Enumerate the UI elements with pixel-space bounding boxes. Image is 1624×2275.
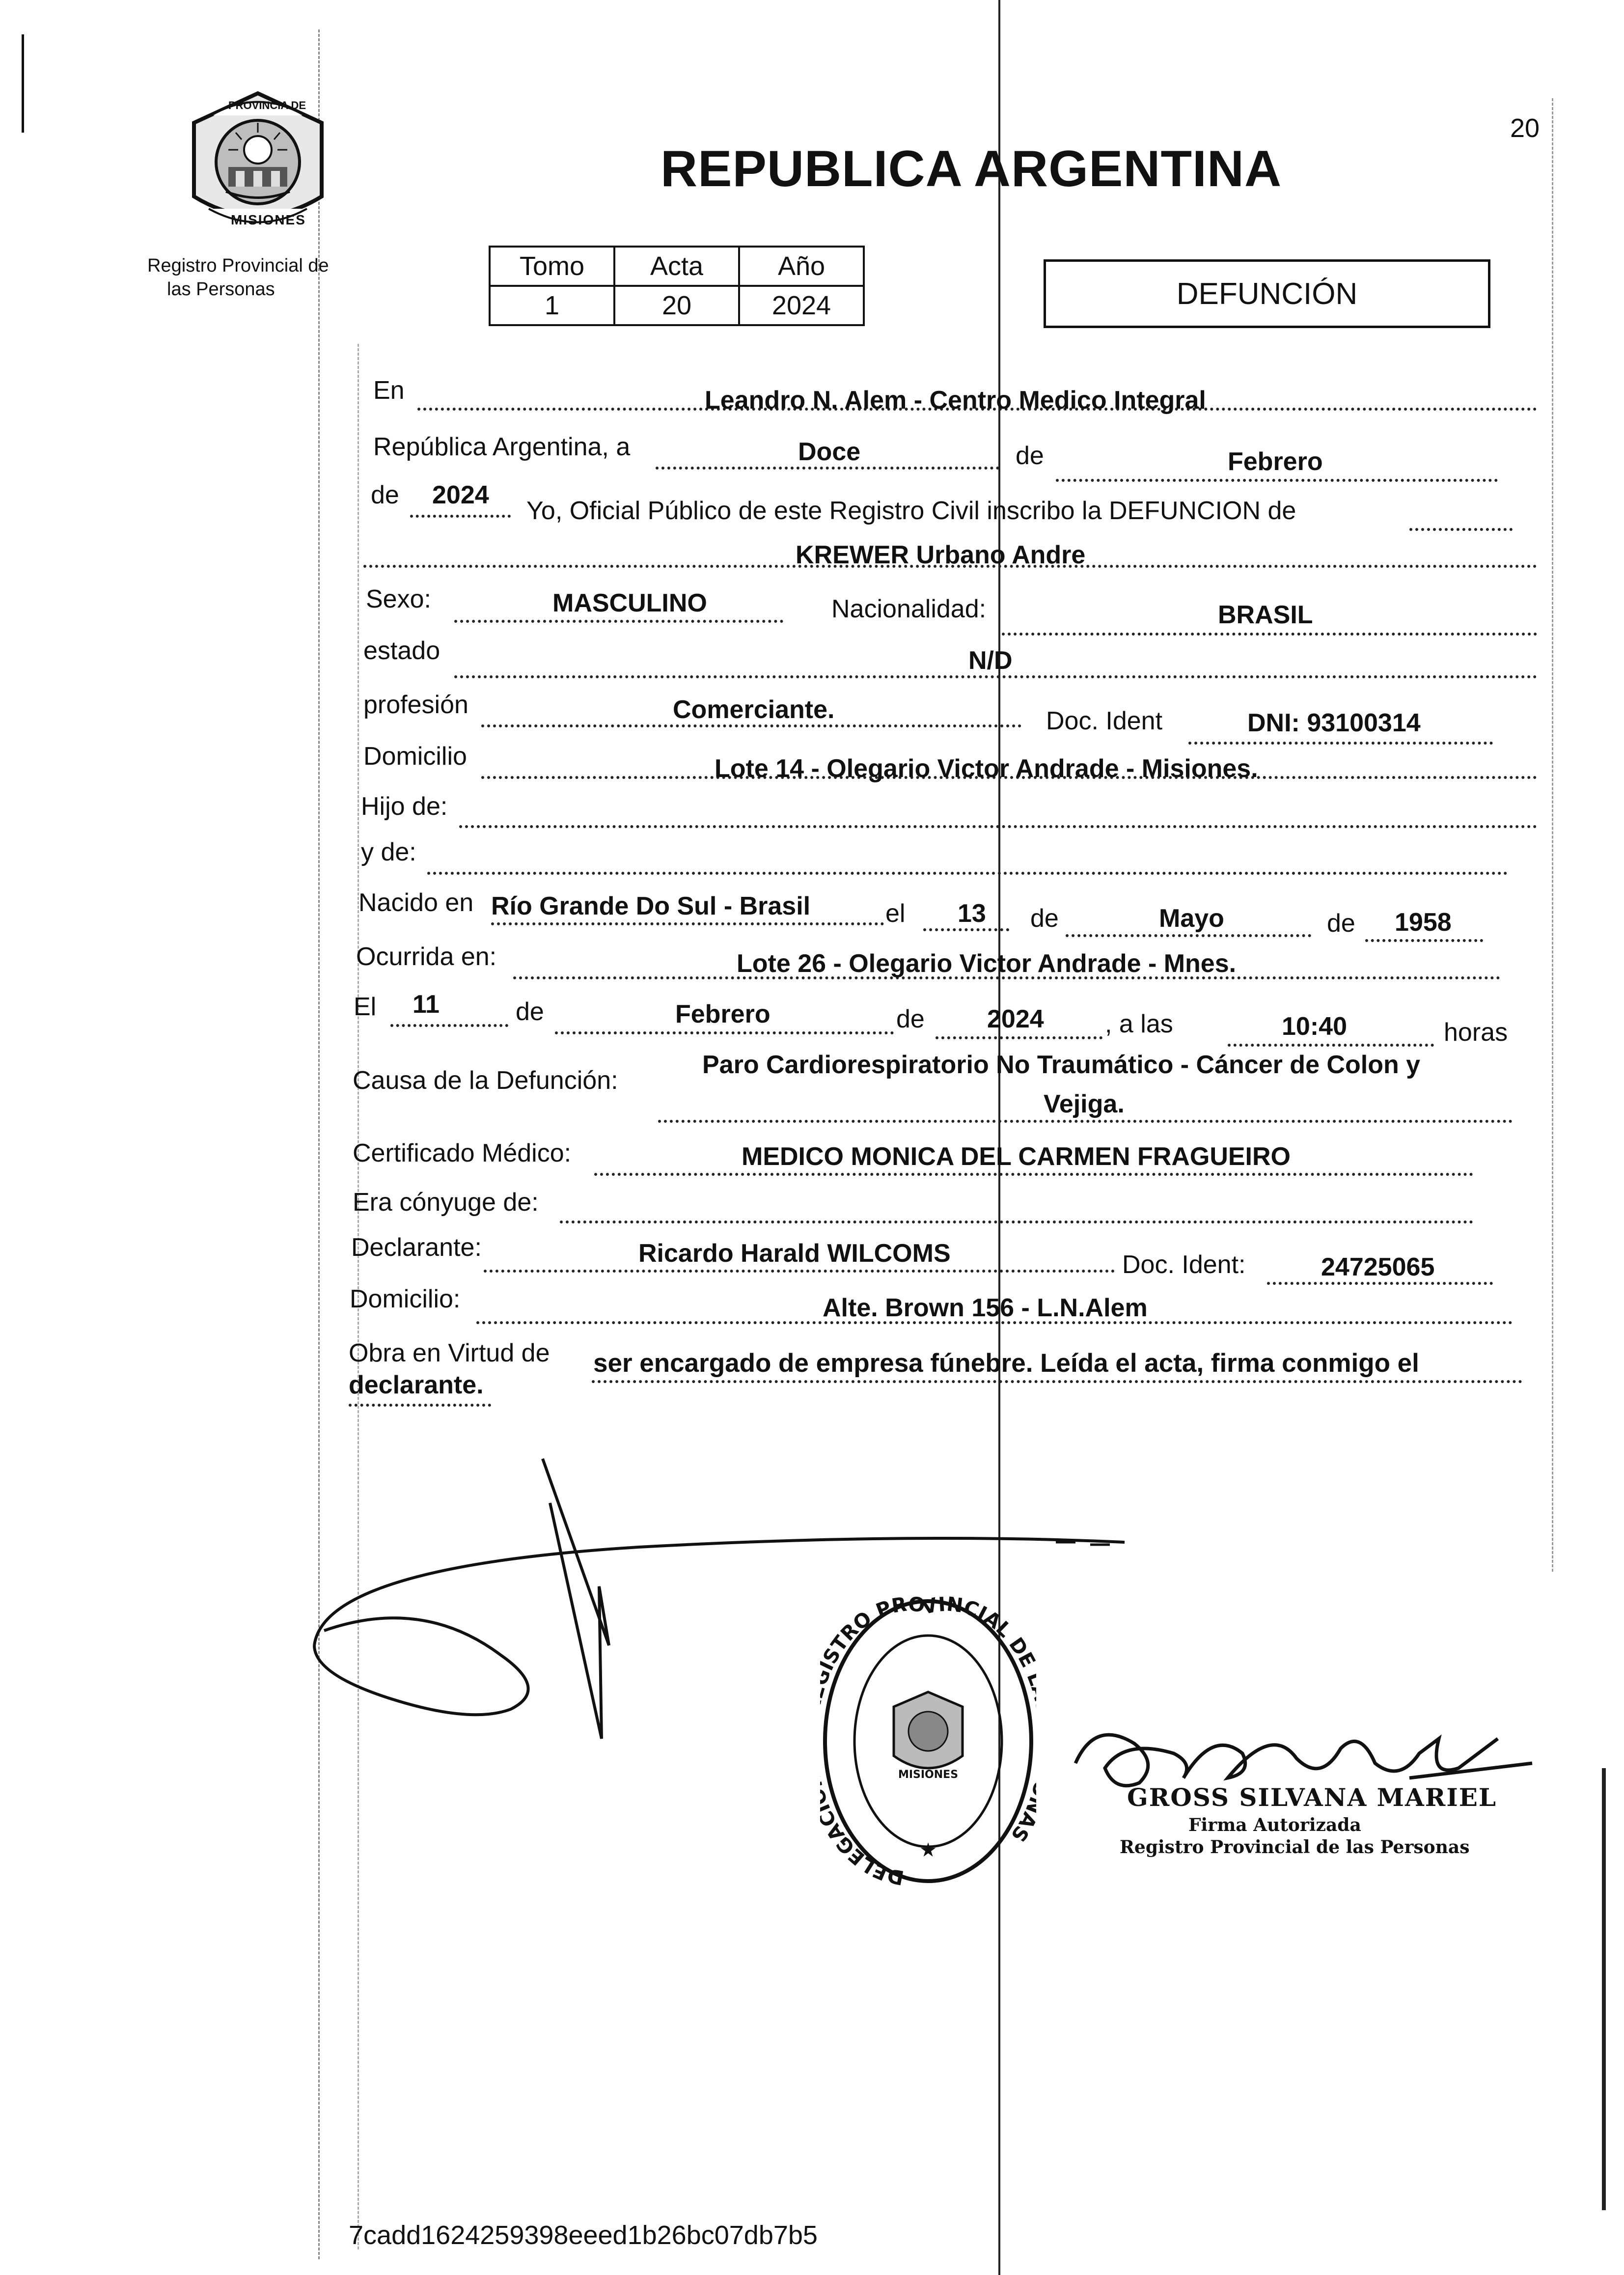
declarante-line [484, 1270, 1115, 1273]
domicilio-value: Lote 14 - Olegario Victor Andrade - Misiones. [715, 754, 1258, 783]
en-value: Leandro N. Alem - Centro Medico Integral [705, 386, 1206, 415]
signatory-name: GROSS SILVANA MARIEL [1127, 1783, 1497, 1812]
def-dia-line [390, 1024, 508, 1027]
def-anio-line [936, 1036, 1102, 1039]
profesion-value: Comerciante. [673, 695, 835, 724]
registry-name-line1: Registro Provincial de [147, 255, 329, 276]
nacionalidad-label: Nacionalidad: [831, 595, 987, 623]
sexo-value: MASCULINO [552, 589, 707, 617]
record-header-acta: Acta [614, 247, 739, 286]
nac-anio-value: 1958 [1395, 908, 1452, 937]
estado-line [454, 675, 1537, 678]
profesion-line [481, 724, 1021, 727]
def-mes-value: Febrero [675, 1000, 771, 1028]
def-dia-value: 11 [413, 990, 440, 1019]
registry-name-line2: las Personas [167, 279, 275, 300]
doc-ident-value: DNI: 93100314 [1247, 709, 1421, 737]
fold-line [998, 0, 1000, 2275]
official-stamp [820, 1594, 1036, 1888]
declarante-value: Ricardo Harald WILCOMS [638, 1239, 951, 1268]
de-label-1: de [1016, 442, 1044, 470]
domicilio-label: Domicilio [363, 742, 467, 771]
mes-value: Febrero [1228, 447, 1323, 476]
horas-label: horas [1444, 1018, 1508, 1047]
logo-text-top: PROVINCIA DE [228, 99, 306, 111]
hora-value: 10:40 [1282, 1012, 1347, 1041]
nombre-value: KREWER Urbano Andre [796, 541, 1086, 569]
anio-line [410, 515, 511, 518]
nacido-line [491, 922, 884, 925]
de-label-4: de [1327, 909, 1355, 938]
ocurrida-label: Ocurrida en: [356, 943, 497, 971]
anio-value: 2024 [432, 481, 489, 509]
conyuge-line [560, 1221, 1473, 1223]
obra-line-2 [349, 1404, 491, 1407]
profesion-label: profesión [363, 691, 468, 719]
nac-dia-value: 13 [958, 899, 986, 928]
estado-value: N/D [968, 646, 1013, 675]
record-value-acta: 20 [614, 286, 739, 325]
declarante-doc-value: 24725065 [1321, 1253, 1435, 1281]
margin-line-right [1552, 98, 1553, 1572]
stamp-inner-text: MISIONES [898, 1769, 959, 1781]
page-number: 20 [1510, 113, 1540, 143]
mes-line [1056, 479, 1498, 482]
causa-value-line1: Paro Cardiorespiratorio No Traumático - Cáncer de Colon y [702, 1051, 1421, 1079]
svg-text:★: ★ [919, 1839, 937, 1861]
estado-label: estado [363, 637, 440, 665]
margin-line-left [22, 34, 24, 133]
republica-label: República Argentina, a [373, 433, 631, 461]
de-label-5: de [516, 998, 544, 1026]
de-label-3: de [1030, 904, 1059, 933]
hijo-line [459, 825, 1537, 828]
nac-mes-line [1066, 934, 1311, 937]
document-hash: 7cadd1624259398eeed1b26bc07db7b5 [349, 2220, 818, 2250]
nacionalidad-line [1002, 633, 1537, 636]
country-title: REPUBLICA ARGENTINA [661, 140, 1282, 197]
dia-value: Doce [798, 438, 861, 466]
sexo-label: Sexo: [366, 585, 431, 613]
certificado-label: Certificado Médico: [353, 1139, 572, 1167]
province-logo [182, 88, 334, 236]
nacido-value: Río Grande Do Sul - Brasil [491, 892, 811, 920]
declarante-label: Declarante: [351, 1233, 482, 1262]
nac-mes-value: Mayo [1159, 904, 1224, 933]
oficial-text: Yo, Oficial Público de este Registro Civil inscribo la DEFUNCION de [526, 497, 1296, 525]
nac-anio-line [1365, 939, 1483, 942]
oficial-line-end [1409, 528, 1513, 531]
causa-label: Causa de la Defunción: [353, 1066, 618, 1095]
doc-ident-label: Doc. Ident [1046, 707, 1163, 735]
doc-ident-line [1188, 742, 1493, 745]
el-label: el [885, 899, 906, 928]
nac-dia-line [923, 928, 1009, 931]
record-value-tomo: 1 [490, 286, 614, 325]
signatory-role: Firma Autorizada [1188, 1815, 1361, 1835]
obra-line [592, 1380, 1522, 1383]
certificado-value: MEDICO MONICA DEL CARMEN FRAGUEIRO [742, 1142, 1291, 1171]
margin-line-binding [318, 29, 320, 2259]
en-label: En [373, 376, 405, 405]
yde-line [427, 872, 1508, 875]
def-mes-line [555, 1031, 894, 1034]
yde-label: y de: [361, 838, 416, 866]
record-value-anio: 2024 [739, 286, 864, 325]
stamp-ring-text: DELEGA STRO PROVINCIAL D S [820, 1594, 1033, 1888]
certificado-line [594, 1173, 1473, 1176]
de-label-6: de [896, 1005, 925, 1033]
document-type-box [1044, 259, 1490, 328]
causa-line [658, 1120, 1513, 1123]
record-table [489, 246, 865, 326]
record-header-anio: Año [739, 247, 864, 286]
record-header-tomo: Tomo [490, 247, 614, 286]
def-anio-value: 2024 [987, 1005, 1044, 1033]
obra-value-line2: declarante. [349, 1371, 484, 1399]
signatory-organization: Registro Provincial de las Personas [1120, 1837, 1470, 1858]
el2-label: El [354, 993, 377, 1021]
sexo-line [454, 620, 783, 623]
a-las-label: , a las [1105, 1010, 1173, 1038]
de-label-2: de [371, 481, 399, 509]
document-type: DEFUNCIÓN [1176, 277, 1358, 311]
conyuge-label: Era cónyuge de: [353, 1188, 539, 1217]
domicilio2-value: Alte. Brown 156 - L.N.Alem [823, 1294, 1148, 1322]
logo-text-bottom: MISIONES [231, 212, 306, 227]
causa-value-line2: Vejiga. [1044, 1090, 1125, 1118]
scan-edge-right [1602, 1768, 1606, 2210]
declarante-doc-line [1267, 1282, 1493, 1285]
ocurrida-value: Lote 26 - Olegario Victor Andrade - Mnes. [737, 949, 1237, 978]
obra-label: Obra en Virtud de [349, 1339, 550, 1367]
nacionalidad-value: BRASIL [1218, 601, 1313, 629]
nacido-label: Nacido en [358, 888, 474, 917]
hora-line [1228, 1044, 1434, 1047]
declarante-doc-label: Doc. Ident: [1122, 1250, 1246, 1279]
domicilio2-label: Domicilio: [350, 1285, 461, 1313]
obra-value-line1: ser encargado de empresa fúnebre. Leída el acta, firma conmigo el [593, 1349, 1419, 1378]
hijo-label: Hijo de: [361, 792, 448, 821]
dia-line [656, 467, 999, 470]
